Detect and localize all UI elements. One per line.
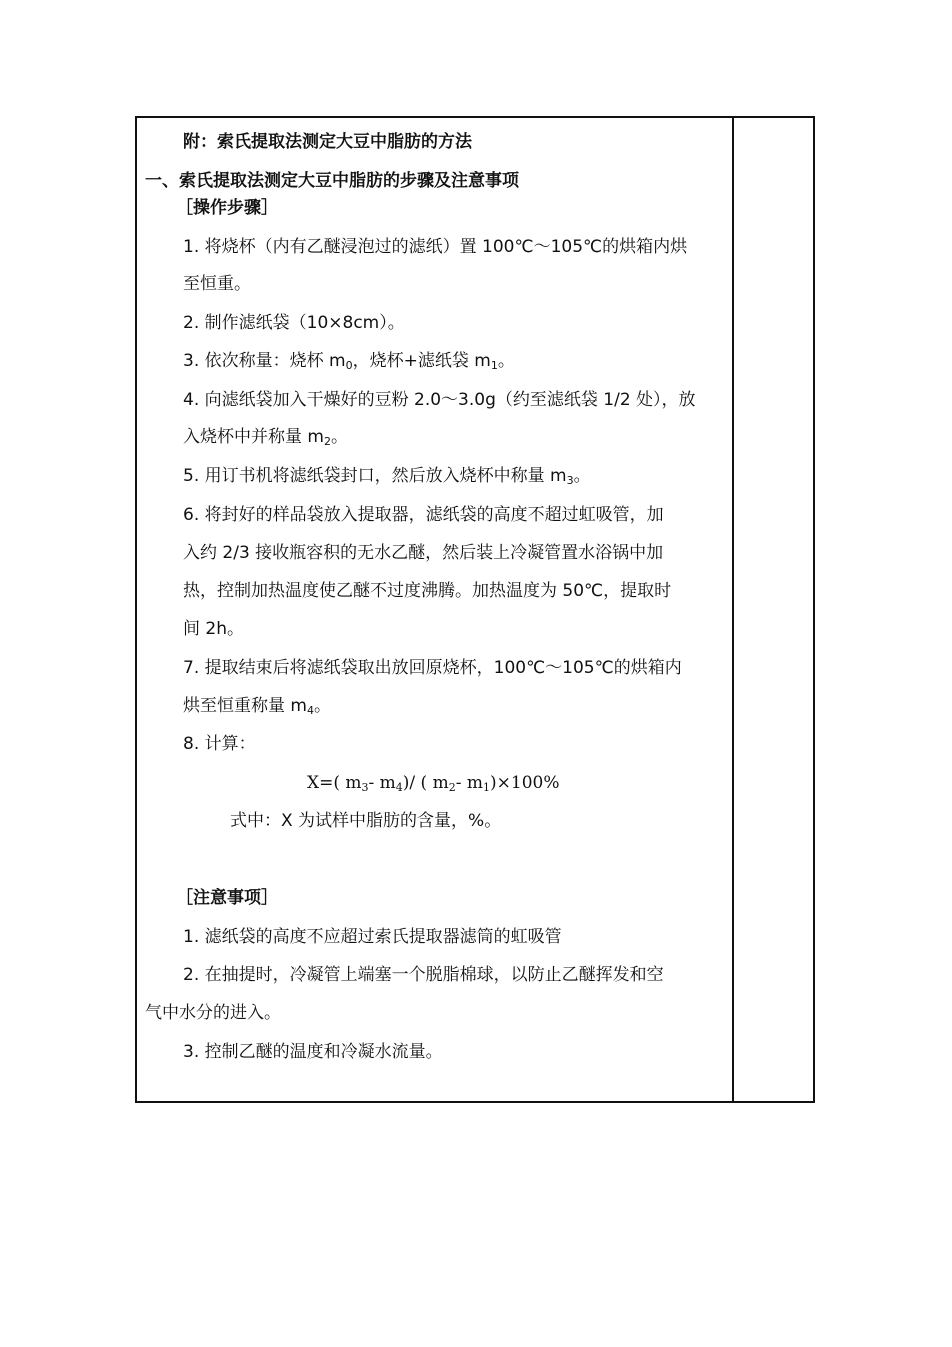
step-4-part-c: 。 — [330, 427, 348, 447]
formula-note: 式中：X 为试样中脂肪的含量，%。 — [230, 811, 502, 831]
step-7-sub: 4 — [306, 704, 314, 717]
step-7-line-2 — [183, 695, 331, 717]
step-3 — [183, 350, 515, 372]
step-6-line-1: 6. 将封好的样品袋放入提取器，滤纸袋的高度不超过虹吸管，加 — [183, 505, 664, 525]
step-3-sub-1: 1 — [490, 359, 498, 372]
step-6-line-3: 热，控制加热温度使乙醚不过度沸腾。加热温度为 50℃，提取时 — [183, 581, 672, 601]
table-frame — [135, 116, 815, 1103]
column-divider — [732, 116, 734, 1103]
formula — [307, 772, 559, 794]
note-2-line-1: 2. 在抽提时，冷凝管上端塞一个脱脂棉球，以防止乙醚挥发和空 — [183, 965, 664, 985]
step-1-line-1: 1. 将烧杯（内有乙醚浸泡过的滤纸）置 100℃～105℃的烘箱内烘 — [183, 237, 688, 257]
steps-heading: ［操作步骤］ — [176, 198, 278, 218]
formula-sub-1: 1 — [483, 781, 490, 794]
step-5-sub: 3 — [566, 474, 574, 487]
step-3-part-c: 。 — [497, 351, 515, 371]
step-2: 2. 制作滤纸袋（10×8cm）。 — [183, 313, 405, 333]
note-1: 1. 滤纸袋的高度不应超过索氏提取器滤筒的虹吸管 — [183, 927, 562, 947]
formula-sub-4: 4 — [395, 781, 403, 794]
step-4-sub: 2 — [323, 435, 331, 448]
formula-part-c: )/ ( m — [402, 773, 449, 793]
step-3-part-a: 3. 依次称量：烧杯 m — [183, 351, 346, 371]
step-7-line-1: 7. 提取结束后将滤纸袋取出放回原烧杯，100℃～105℃的烘箱内 — [183, 658, 682, 678]
step-4-line-1: 4. 向滤纸袋加入干燥好的豆粉 2.0～3.0g（约至滤纸袋 1/2 处），放 — [183, 390, 696, 410]
step-3-sub-0: 0 — [345, 359, 353, 372]
formula-part-a: X=( m — [307, 773, 362, 793]
step-4-line-2 — [183, 426, 348, 448]
appendix-title: 附：索氏提取法测定大豆中脂肪的方法 — [183, 132, 472, 152]
note-2-line-2: 气中水分的进入。 — [145, 1003, 281, 1023]
step-6-line-4: 间 2h。 — [183, 619, 244, 639]
formula-sub-2: 2 — [448, 781, 456, 794]
step-5 — [183, 465, 591, 487]
step-5-part-a: 5. 用订书机将滤纸袋封口，然后放入烧杯中称量 m — [183, 466, 567, 486]
formula-part-b: - m — [368, 773, 396, 793]
step-6-line-2: 入约 2/3 接收瓶容积的无水乙醚，然后装上冷凝管置水浴锅中加 — [183, 543, 664, 563]
section-title: 一、索氏提取法测定大豆中脂肪的步骤及注意事项 — [145, 171, 519, 191]
step-4-part-b: 入烧杯中并称量 m — [183, 427, 324, 447]
step-7-part-c: 。 — [313, 696, 331, 716]
step-3-part-b: ，烧杯+滤纸袋 m — [352, 351, 491, 371]
step-5-part-b: 。 — [573, 466, 591, 486]
formula-sub-3: 3 — [361, 781, 369, 794]
formula-part-d: - m — [455, 773, 483, 793]
step-7-part-b: 烘至恒重称量 m — [183, 696, 307, 716]
note-3: 3. 控制乙醚的温度和冷凝水流量。 — [183, 1042, 443, 1062]
step-8: 8. 计算： — [183, 734, 256, 754]
step-1-line-2: 至恒重。 — [183, 274, 251, 294]
notes-heading: ［注意事项］ — [176, 888, 278, 908]
formula-part-e: )×100% — [490, 773, 560, 793]
